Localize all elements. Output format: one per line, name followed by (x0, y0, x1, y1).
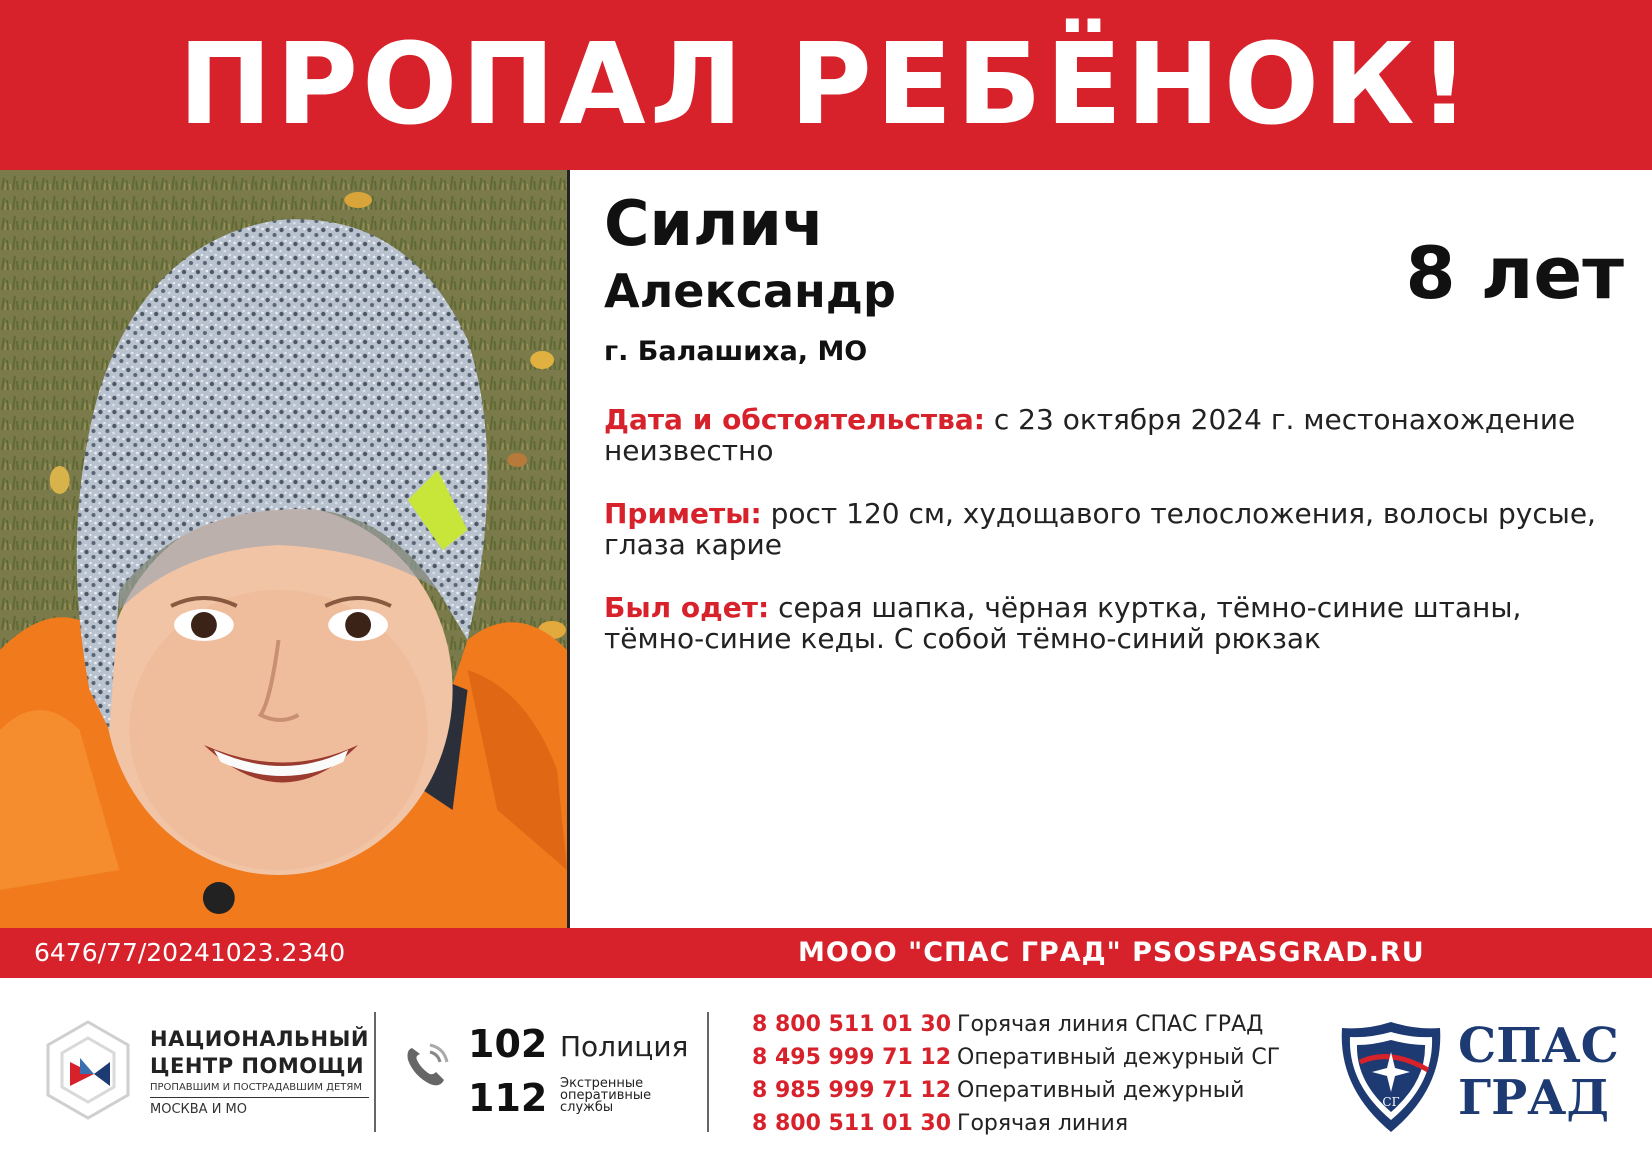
info-panel (604, 170, 1624, 928)
police-number: 102 (468, 1022, 548, 1066)
ncp-line-4: МОСКВА И МО (150, 1102, 248, 1117)
hotline-row (752, 1041, 1280, 1074)
ncp-line-2: ЦЕНТР ПОМОЩИ (150, 1054, 365, 1078)
spasgrad-line-1: СПАС (1458, 1018, 1619, 1074)
hotline-number[interactable]: 8 495 999 71 12 (752, 1045, 952, 1070)
circumstances-paragraph (604, 404, 1604, 466)
child-city: г. Балашиха, МО (604, 336, 868, 367)
child-age: 8 лет (1405, 231, 1624, 315)
circumstances-label: Дата и обстоятельства: (604, 403, 985, 436)
clothing-text: серая шапка, чёрная куртка, тёмно-синие штаны, тёмно-синие кеды. С собой тёмно-синий рюкзак (604, 591, 1522, 655)
case-id: 6476/77/20241023.2340 (34, 938, 346, 967)
spasgrad-emblem-text: СГ (1382, 1095, 1400, 1109)
phone-icon (402, 1042, 450, 1090)
hotline-list (752, 1008, 1280, 1140)
police-label: Полиция (560, 1030, 689, 1063)
emergency-label: Экстренные оперативные службы (560, 1076, 652, 1115)
clothing-paragraph (604, 592, 1604, 654)
header-banner (0, 0, 1652, 170)
hotline-label: Горячая линия (957, 1111, 1129, 1136)
footer-divider (707, 1012, 709, 1132)
features-label: Приметы: (604, 497, 762, 530)
hotline-number[interactable]: 8 985 999 71 12 (752, 1078, 952, 1103)
ncp-org-name (150, 1026, 369, 1117)
circumstances-text: с 23 октября 2024 г. местонахождение неизвестно (604, 403, 1576, 467)
hotline-row (752, 1008, 1280, 1041)
ncp-line-1: НАЦИОНАЛЬНЫЙ (150, 1027, 369, 1051)
child-firstname: Александр (604, 264, 896, 318)
footer-divider (374, 1012, 376, 1132)
ncp-line-3: ПРОПАВШИМ И ПОСТРАДАВШИМ ДЕТЯМ (150, 1082, 369, 1098)
hotline-label: Оперативный дежурный СГ (957, 1045, 1281, 1070)
features-paragraph (604, 498, 1604, 560)
info-bar (0, 928, 1652, 978)
hotline-label: Горячая линия СПАС ГРАД (957, 1012, 1264, 1037)
spasgrad-line-2: ГРАД (1458, 1070, 1610, 1126)
emergency-number: 112 (468, 1076, 548, 1120)
hotline-number[interactable]: 8 800 511 01 30 (752, 1012, 952, 1037)
ncp-hexagon-logo-icon (40, 1018, 136, 1122)
page-title: ПРОПАЛ РЕБЁНОК! (178, 20, 1474, 150)
child-surname: Силич (604, 187, 825, 260)
spasgrad-shield-logo-icon (1336, 1018, 1446, 1136)
clothing-label: Был одет: (604, 591, 770, 624)
hotline-row (752, 1074, 1280, 1107)
org-website: МООО "СПАС ГРАД" PSOSPASGRAD.RU (798, 937, 1425, 968)
features-text: рост 120 см, худощавого телосложения, волосы русые, глаза карие (604, 497, 1596, 561)
hotline-label: Оперативный дежурный (957, 1078, 1245, 1103)
footer (0, 978, 1652, 1164)
child-photo (0, 170, 570, 928)
hotline-row (752, 1107, 1280, 1140)
hotline-number[interactable]: 8 800 511 01 30 (752, 1111, 952, 1136)
spasgrad-wordmark (1458, 1020, 1619, 1124)
